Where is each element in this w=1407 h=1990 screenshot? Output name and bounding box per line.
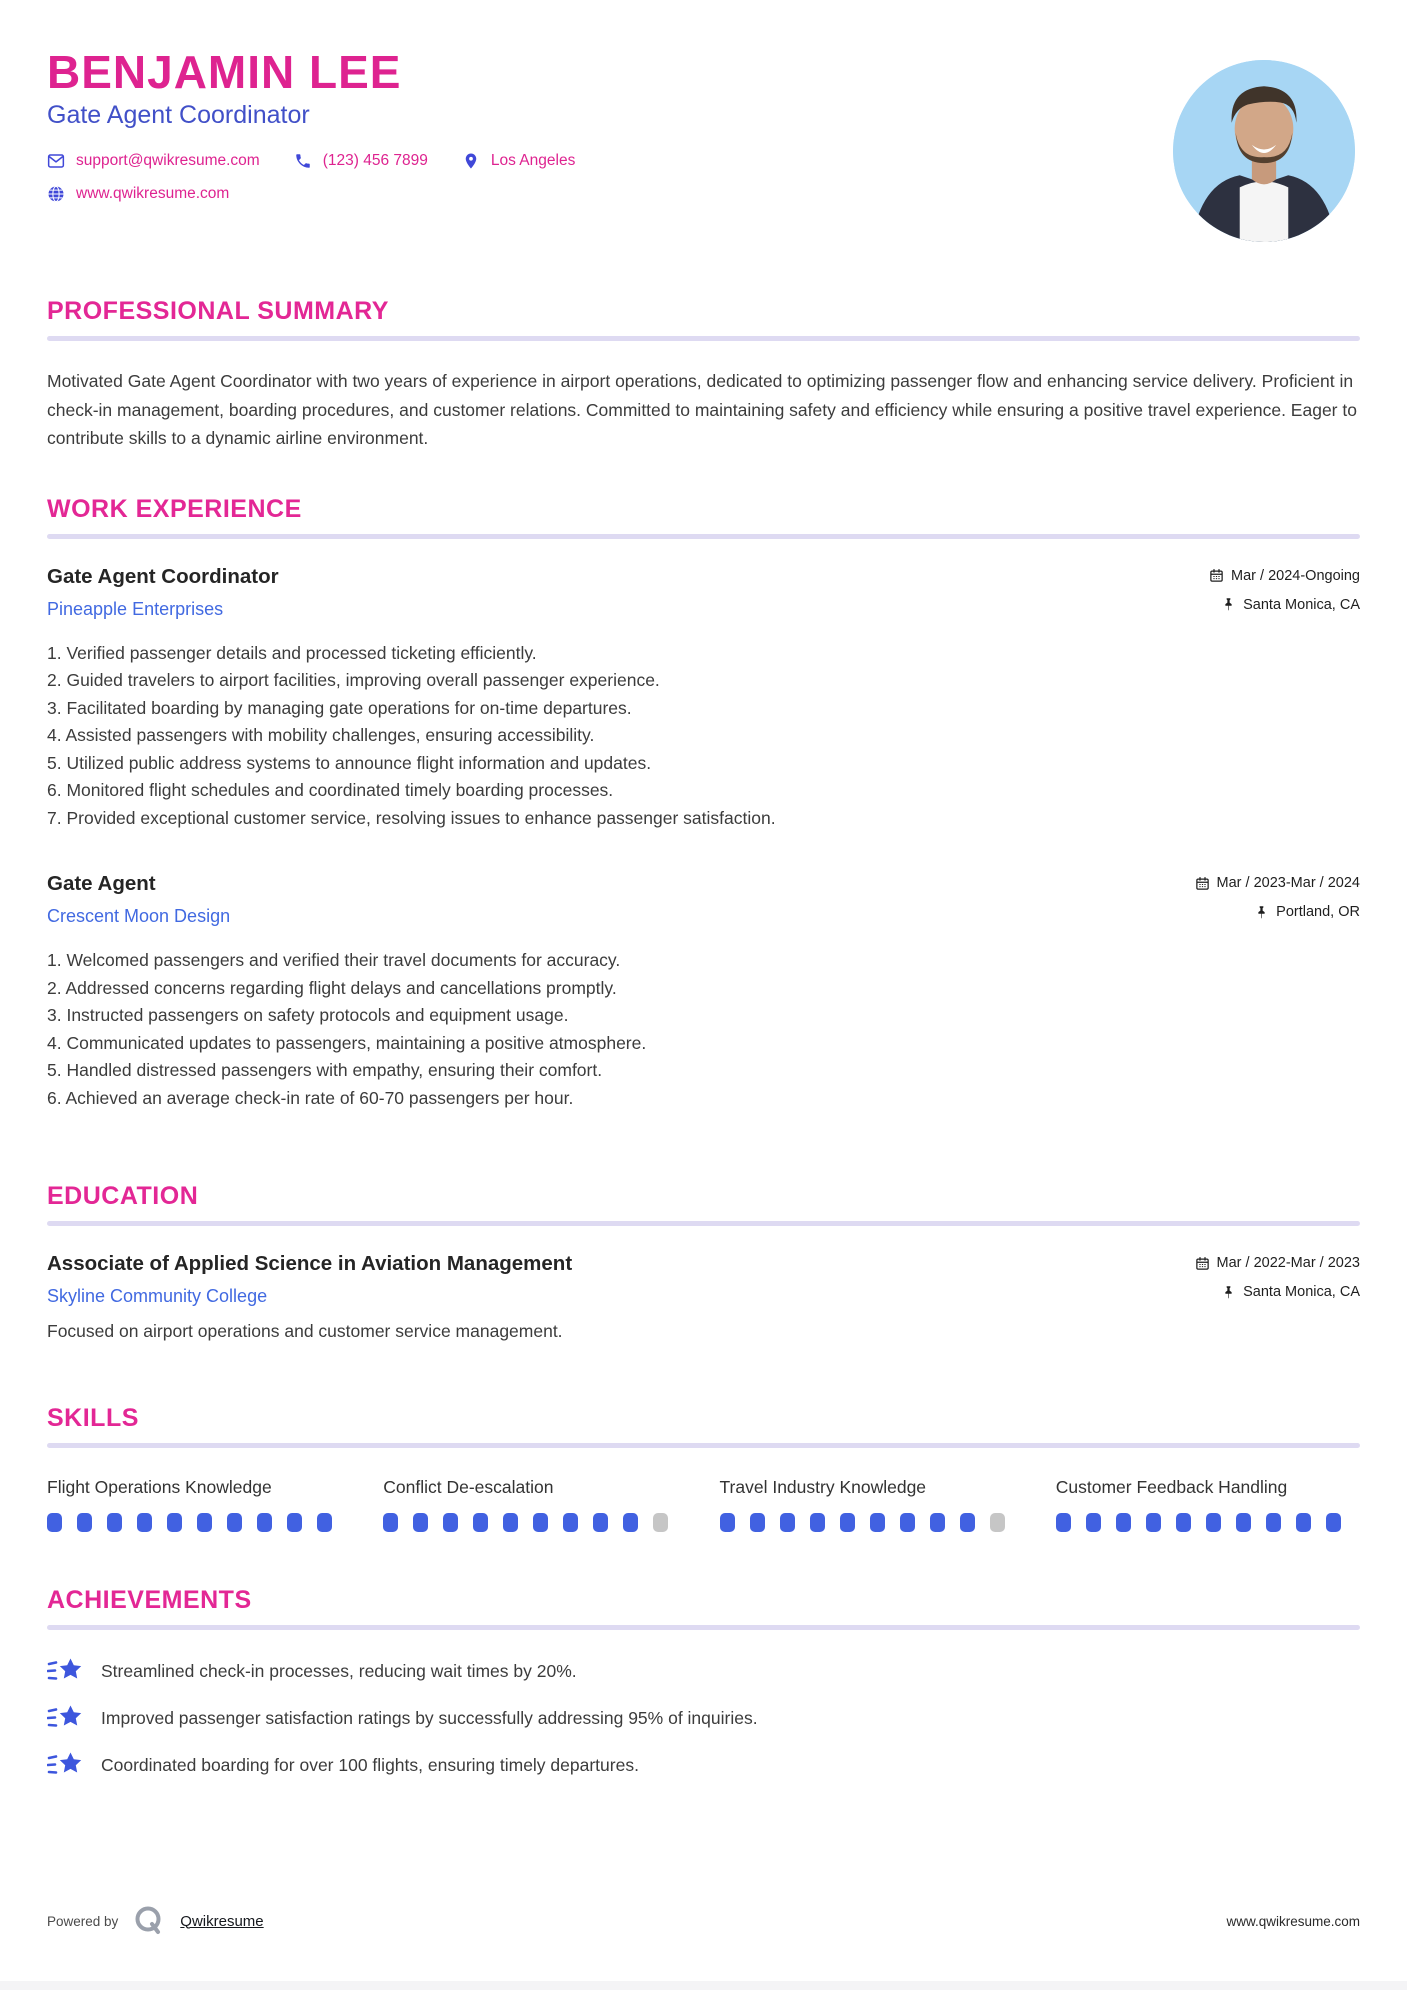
calendar-icon xyxy=(1195,1256,1210,1271)
avatar xyxy=(1173,60,1355,242)
job-title: Gate Agent Coordinator xyxy=(47,564,279,588)
job-location: Portland, OR xyxy=(1195,904,1360,920)
job-bullet: 4. Assisted passengers with mobility challenges, ensuring accessibility. xyxy=(47,725,595,746)
shooting-star-icon xyxy=(47,1704,84,1732)
job-bullet: 3. Facilitated boarding by managing gate operations for on-time departures. xyxy=(47,697,632,718)
skill-item xyxy=(383,1474,687,1532)
summary-heading: PROFESSIONAL SUMMARY xyxy=(47,297,389,326)
summary-text: Motivated Gate Agent Coordinator with two years of experience in airport operations, dedicated to optimizing passenger flow and enhancing service delivery. Proficient in check-in management, boarding procedures, and customer relations. Committed to maintaining safety and efficiency while ensuring a positive travel experience. Eager to contribute skills to a dynamic airline environment. xyxy=(47,371,1357,449)
skill-dot-filled xyxy=(563,1513,578,1532)
skill-item xyxy=(47,1474,351,1532)
section-divider xyxy=(47,336,1360,341)
skill-dot-filled xyxy=(1266,1513,1281,1532)
job-bullet: 2. Addressed concerns regarding flight delays and cancellations promptly. xyxy=(47,977,617,998)
resume-header xyxy=(47,48,1360,203)
job-bullet: 1. Welcomed passengers and verified their travel documents for accuracy. xyxy=(47,950,621,971)
skill-dot-filled xyxy=(257,1513,272,1532)
skill-dot-filled xyxy=(720,1513,735,1532)
skill-item xyxy=(1056,1474,1360,1532)
pushpin-icon xyxy=(1254,905,1269,920)
section-work-experience xyxy=(47,495,1360,1113)
section-education xyxy=(47,1182,1360,1342)
skill-dot-filled xyxy=(900,1513,915,1532)
skill-dot-filled xyxy=(1176,1513,1191,1532)
job-title: Gate Agent xyxy=(47,872,156,896)
section-skills xyxy=(47,1404,1360,1532)
skill-dot-filled xyxy=(870,1513,885,1532)
job-dates: Mar / 2023-Mar / 2024 xyxy=(1195,875,1360,891)
skill-dot-filled xyxy=(167,1513,182,1532)
contact-location: Los Angeles xyxy=(462,152,575,170)
skill-dot-filled xyxy=(780,1513,795,1532)
skill-dot-filled xyxy=(1326,1513,1341,1532)
qwikresume-link[interactable]: Qwikresume xyxy=(180,1912,264,1930)
section-divider xyxy=(47,1221,1360,1226)
skill-dot-filled xyxy=(107,1513,122,1532)
skill-dot-filled xyxy=(1206,1513,1221,1532)
skill-dot-filled xyxy=(623,1513,638,1532)
job-bullet: 5. Handled distressed passengers with empathy, ensuring their comfort. xyxy=(47,1060,603,1081)
degree-title: Associate of Applied Science in Aviation Management xyxy=(47,1252,573,1276)
page-footer xyxy=(47,1904,1360,1938)
skill-dot-filled xyxy=(473,1513,488,1532)
job-bullet: 5. Utilized public address systems to announce flight information and updates. xyxy=(47,752,652,773)
skill-dot-filled xyxy=(1236,1513,1251,1532)
skill-level-dots xyxy=(383,1513,687,1532)
section-divider xyxy=(47,1443,1360,1448)
job-bullet: 4. Communicated updates to passengers, maintaining a positive atmosphere. xyxy=(47,1032,647,1053)
achievement-item xyxy=(47,1704,1360,1732)
globe-icon xyxy=(47,185,65,203)
job-dates: Mar / 2024-Ongoing xyxy=(1209,568,1360,584)
achievements-list xyxy=(47,1657,1360,1779)
education-dates: Mar / 2022-Mar / 2023 xyxy=(1195,1255,1360,1271)
skill-dot-filled xyxy=(317,1513,332,1532)
skill-level-dots xyxy=(47,1513,351,1532)
person-name: BENJAMIN LEE xyxy=(47,46,402,98)
skill-dot-filled xyxy=(750,1513,765,1532)
achievement-item xyxy=(47,1751,1360,1779)
skill-name: Conflict De-escalation xyxy=(383,1477,554,1498)
powered-by-label: Powered by xyxy=(47,1913,119,1929)
skill-dot-filled xyxy=(1146,1513,1161,1532)
job-bullet: 6. Achieved an average check-in rate of 60-70 passengers per hour. xyxy=(47,1087,574,1108)
pushpin-icon xyxy=(1221,597,1236,612)
skill-dot-filled xyxy=(1086,1513,1101,1532)
experience-heading: WORK EXPERIENCE xyxy=(47,494,302,523)
education-entry xyxy=(47,1252,1360,1342)
achievements-heading: ACHIEVEMENTS xyxy=(47,1586,252,1615)
job-company: Crescent Moon Design xyxy=(47,906,231,927)
skill-name: Customer Feedback Handling xyxy=(1055,1477,1288,1498)
person-title: Gate Agent Coordinator xyxy=(47,101,310,130)
skill-dot-empty xyxy=(990,1513,1005,1532)
skill-name: Flight Operations Knowledge xyxy=(47,1477,272,1498)
location-pin-icon xyxy=(462,152,480,170)
job-company: Pineapple Enterprises xyxy=(47,598,224,619)
job-bullet: 7. Provided exceptional customer service, resolving issues to enhance passenger satisfaction. xyxy=(47,807,776,828)
calendar-icon xyxy=(1209,568,1224,583)
achievement-text: Streamlined check-in processes, reducing wait times by 20%. xyxy=(101,1660,577,1681)
skill-dot-filled xyxy=(960,1513,975,1532)
job-entry xyxy=(47,872,1360,1112)
skill-dot-filled xyxy=(1116,1513,1131,1532)
contact-phone: (123) 456 7899 xyxy=(294,152,428,170)
jobs-list xyxy=(47,565,1360,1113)
job-bullet-list xyxy=(47,947,1360,1112)
job-bullet: 6. Monitored flight schedules and coordinated timely boarding processes. xyxy=(47,780,614,801)
shooting-star-icon xyxy=(47,1657,84,1685)
skill-dot-filled xyxy=(503,1513,518,1532)
bottom-strip xyxy=(0,1981,1407,1990)
skill-dot-filled xyxy=(383,1513,398,1532)
section-divider xyxy=(47,534,1360,539)
job-entry xyxy=(47,565,1360,833)
skill-dot-filled xyxy=(443,1513,458,1532)
job-bullet: 2. Guided travelers to airport facilities, improving overall passenger experience. xyxy=(47,670,660,691)
skill-dot-filled xyxy=(1296,1513,1311,1532)
job-bullet: 1. Verified passenger details and processed ticketing efficiently. xyxy=(47,642,537,663)
achievement-text: Improved passenger satisfaction ratings by successfully addressing 95% of inquiries. xyxy=(101,1707,758,1728)
skill-dot-filled xyxy=(1056,1513,1071,1532)
skill-dot-filled xyxy=(287,1513,302,1532)
section-professional-summary xyxy=(47,297,1360,453)
skills-grid xyxy=(47,1474,1360,1532)
skill-dot-filled xyxy=(593,1513,608,1532)
shooting-star-icon xyxy=(47,1751,84,1779)
email-icon xyxy=(47,152,65,170)
contact-website: www.qwikresume.com xyxy=(47,185,229,203)
skill-dot-filled xyxy=(810,1513,825,1532)
education-location: Santa Monica, CA xyxy=(1195,1284,1360,1300)
qwikresume-logo-icon xyxy=(132,1904,166,1938)
skill-level-dots xyxy=(720,1513,1024,1532)
skill-dot-empty xyxy=(653,1513,668,1532)
skill-name: Travel Industry Knowledge xyxy=(719,1477,927,1498)
job-bullet-list xyxy=(47,640,1360,833)
section-divider xyxy=(47,1625,1360,1630)
achievement-item xyxy=(47,1657,1360,1685)
skill-dot-filled xyxy=(227,1513,242,1532)
skill-dot-filled xyxy=(197,1513,212,1532)
calendar-icon xyxy=(1195,876,1210,891)
school-name: Skyline Community College xyxy=(47,1286,268,1307)
contact-block xyxy=(47,152,1360,203)
footer-website: www.qwikresume.com xyxy=(1226,1913,1360,1929)
pushpin-icon xyxy=(1221,1285,1236,1300)
education-heading: EDUCATION xyxy=(47,1182,199,1211)
job-location: Santa Monica, CA xyxy=(1209,597,1360,613)
achievement-text: Coordinated boarding for over 100 flights, ensuring timely departures. xyxy=(101,1754,639,1775)
skill-dot-filled xyxy=(840,1513,855,1532)
skill-dot-filled xyxy=(930,1513,945,1532)
skill-dot-filled xyxy=(77,1513,92,1532)
section-achievements xyxy=(47,1586,1360,1779)
skills-heading: SKILLS xyxy=(47,1404,139,1433)
skill-level-dots xyxy=(1056,1513,1360,1532)
job-bullet: 3. Instructed passengers on safety protocols and equipment usage. xyxy=(47,1005,569,1026)
skill-dot-filled xyxy=(413,1513,428,1532)
skill-dot-filled xyxy=(533,1513,548,1532)
skill-item xyxy=(720,1474,1024,1532)
phone-icon xyxy=(294,152,312,170)
education-description: Focused on airport operations and customer service management. xyxy=(47,1321,563,1342)
skill-dot-filled xyxy=(137,1513,152,1532)
contact-email: support@qwikresume.com xyxy=(47,152,260,170)
person-photo xyxy=(1173,60,1355,242)
skill-dot-filled xyxy=(47,1513,62,1532)
